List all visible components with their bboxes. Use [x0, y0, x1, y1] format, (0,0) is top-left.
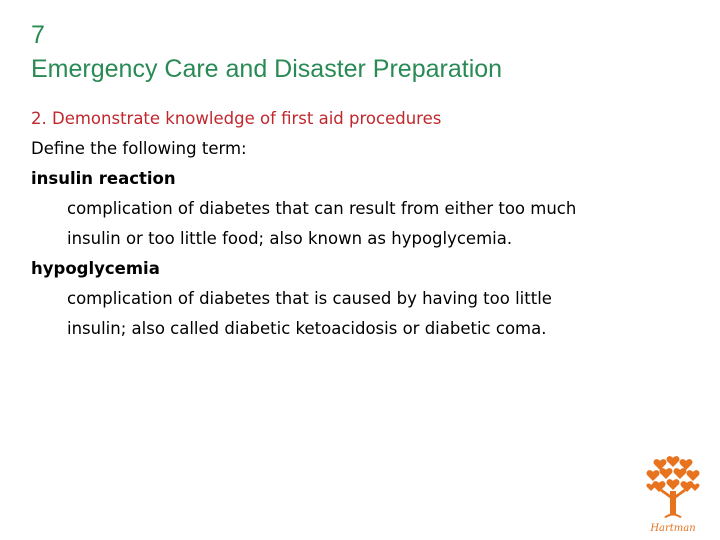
definition-insulin-reaction — [31, 194, 701, 254]
term-hypoglycemia: hypoglycemia — [31, 259, 160, 278]
learning-objective: 2. Demonstrate knowledge of first aid procedures — [31, 109, 442, 128]
definition-line: insulin; also called diabetic ketoacidosis or diabetic coma. — [67, 319, 547, 338]
instruction-text: Define the following term: — [31, 139, 247, 158]
definition-line: insulin or too little food; also known as hypoglycemia. — [67, 229, 513, 248]
tree-of-hearts-icon — [646, 456, 699, 518]
definition-hypoglycemia — [31, 284, 701, 344]
definition-line: complication of diabetes that is caused by having too little — [67, 289, 552, 308]
slide-body — [31, 104, 701, 344]
term-insulin-reaction: insulin reaction — [31, 169, 176, 188]
chapter-number: 7 — [31, 21, 45, 49]
hartman-logo — [640, 455, 706, 535]
slide-title — [31, 18, 502, 86]
logo-wordmark: Hartman — [650, 523, 696, 534]
definition-line: complication of diabetes that can result from either too much — [67, 199, 577, 218]
chapter-title: Emergency Care and Disaster Preparation — [31, 55, 503, 83]
